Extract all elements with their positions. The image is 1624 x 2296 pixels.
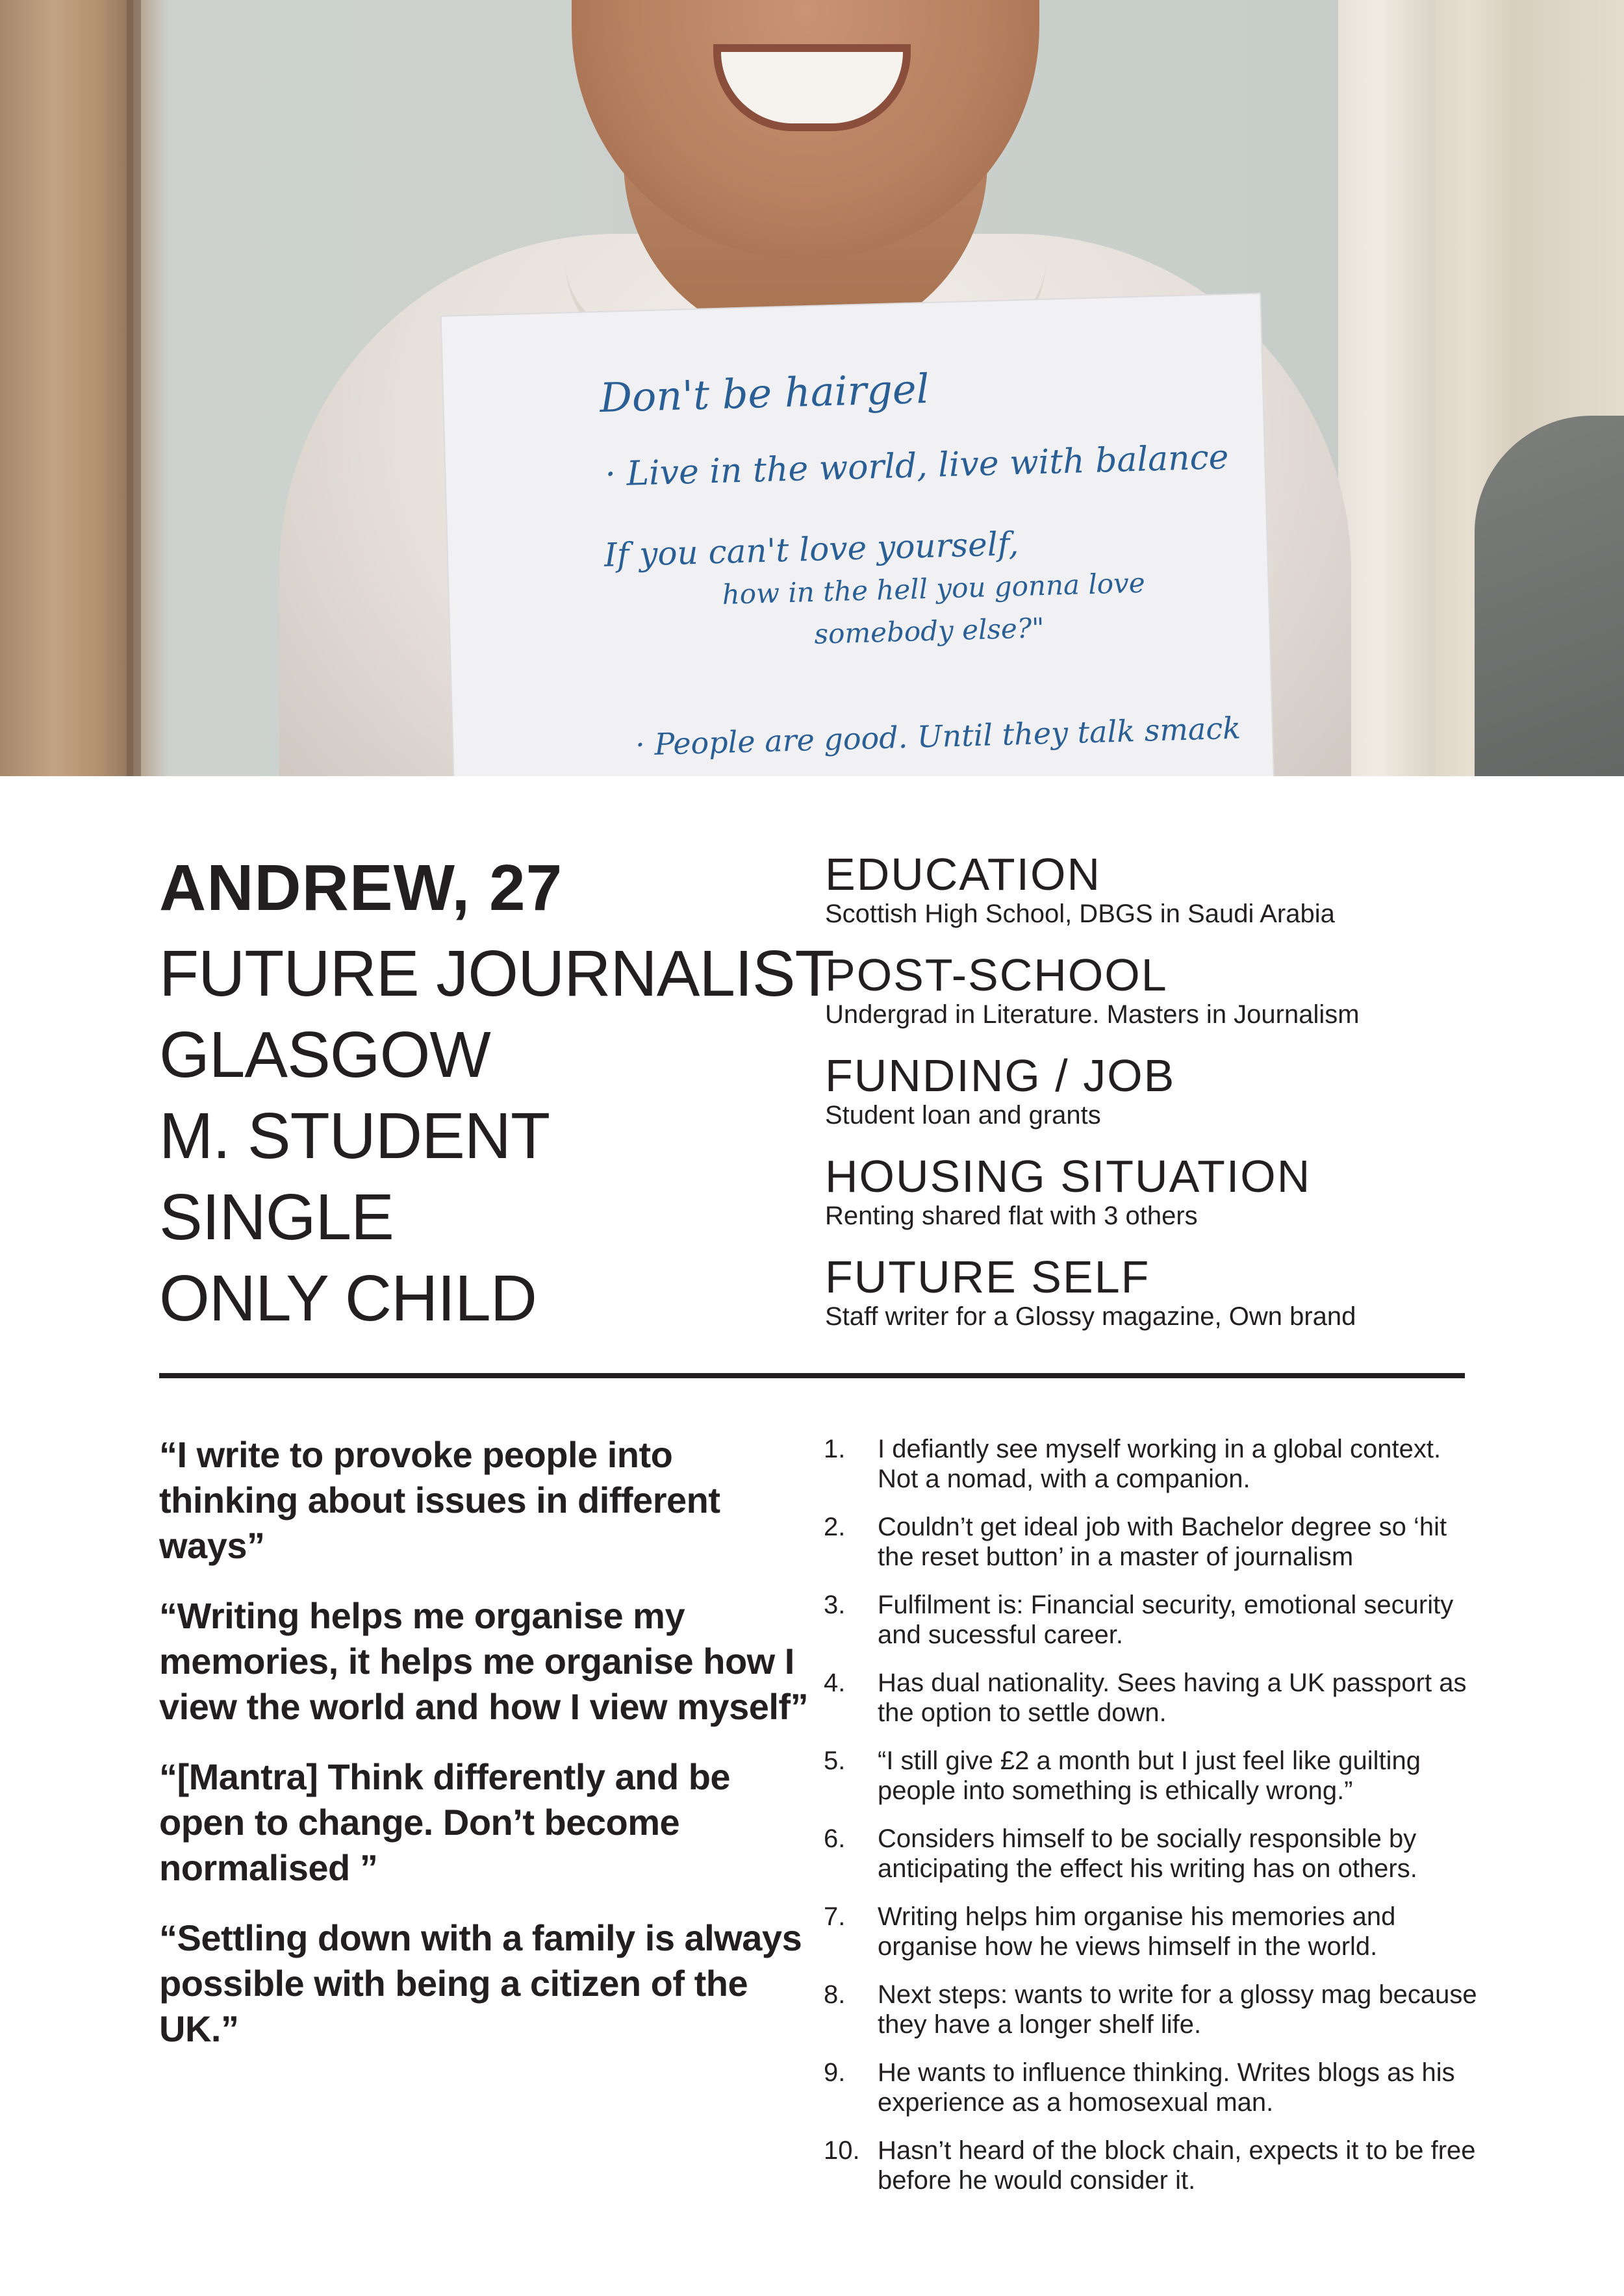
sign-line: If you can't love yourself, xyxy=(603,525,1020,574)
list-item xyxy=(824,1980,1480,2058)
sign-line: · Live in the world, live with balance xyxy=(604,438,1230,494)
sign-line: how in the hell you gonna love xyxy=(722,566,1146,611)
quote: “I write to provoke people into thinking about issues in different ways” xyxy=(159,1434,720,1566)
door-left xyxy=(0,0,133,776)
list-text: Next steps: wants to write for a glossy mag because they have a longer shelf life. xyxy=(878,1980,1477,2039)
quote: “[Mantra] Think differently and be open to change. Don’t become normalised ” xyxy=(159,1756,731,1888)
list-item xyxy=(824,1434,1480,1512)
fact-value: Scottish High School, DBGS in Saudi Arabia xyxy=(825,900,1335,928)
fact-value: Renting shared flat with 3 others xyxy=(825,1202,1198,1230)
list-text: He wants to influence thinking. Writes blogs as his experience as a homosexual man. xyxy=(878,2058,1455,2117)
list-item xyxy=(824,1902,1480,1980)
list-item xyxy=(824,1668,1480,1746)
quotes-column xyxy=(159,1432,809,2076)
notes-list xyxy=(824,1434,1480,2214)
fact-funding-job xyxy=(825,1052,1475,1153)
list-text: Hasn’t heard of the block chain, expects it to be free before he would consider it. xyxy=(878,2136,1476,2195)
fact-value: Student loan and grants xyxy=(825,1101,1101,1129)
fact-label: POST-SCHOOL xyxy=(825,950,1168,1000)
fact-future-self xyxy=(825,1254,1475,1354)
fact-post-school xyxy=(825,952,1475,1052)
sign-line: Don't be hairgel xyxy=(599,364,930,422)
fact-label: EDUCATION xyxy=(825,849,1102,900)
list-text: Fulfilment is: Financial security, emotional security and sucessful career. xyxy=(878,1591,1454,1649)
list-item xyxy=(824,2136,1480,2214)
profile-facts xyxy=(825,851,1475,1354)
list-text: “I still give £2 a month but I just feel like guilting people into something is ethically wrong.” xyxy=(878,1747,1421,1805)
profile-attribute: ONLY CHILD xyxy=(159,1262,537,1335)
neighbor-shoulder xyxy=(1475,416,1624,776)
fact-housing xyxy=(825,1153,1475,1254)
list-number: 8. xyxy=(824,1980,846,2009)
handwritten-sign xyxy=(442,294,1274,776)
sign-line: somebody else?" xyxy=(813,612,1045,650)
list-number: 3. xyxy=(824,1591,846,1619)
list-item xyxy=(824,1746,1480,1824)
fact-label: FUNDING / JOB xyxy=(825,1050,1176,1101)
list-item xyxy=(824,2058,1480,2136)
profile-attribute: SINGLE xyxy=(159,1181,394,1254)
profile-attributes xyxy=(159,933,834,1339)
list-number: 2. xyxy=(824,1513,846,1541)
fact-label: HOUSING SITUATION xyxy=(825,1151,1312,1202)
sign-line: · People are good. Until they talk smack xyxy=(635,710,1241,763)
list-item xyxy=(824,1590,1480,1668)
list-text: I defiantly see myself working in a global context. Not a nomad, with a companion. xyxy=(878,1435,1441,1493)
door-frame-right xyxy=(1338,0,1436,776)
list-number: 6. xyxy=(824,1824,846,1853)
list-number: 9. xyxy=(824,2058,846,2087)
list-item xyxy=(824,1824,1480,1902)
profile-attribute: FUTURE JOURNALIST xyxy=(159,937,834,1010)
list-number: 1. xyxy=(824,1435,846,1463)
quote: “Writing helps me organise my memories, it helps me organise how I view the world and how I view myself” xyxy=(159,1595,809,1727)
quote: “Settling down with a family is always possible with being a citizen of the UK.” xyxy=(159,1917,802,2049)
fact-value: Staff writer for a Glossy magazine, Own brand xyxy=(825,1302,1356,1331)
list-text: Writing helps him organise his memories and organise how he views himself in the world. xyxy=(878,1902,1396,1961)
fact-value: Undergrad in Literature. Masters in Journalism xyxy=(825,1000,1360,1029)
profile-name: ANDREW, 27 xyxy=(159,852,563,924)
list-text: Considers himself to be socially responsible by anticipating the effect his writing has on others. xyxy=(878,1824,1417,1883)
list-text: Couldn’t get ideal job with Bachelor degree so ‘hit the reset button’ in a master of journalism xyxy=(878,1513,1447,1571)
list-number: 7. xyxy=(824,1902,846,1931)
profile-attribute: GLASGOW xyxy=(159,1018,490,1091)
door-edge xyxy=(127,0,141,776)
profile-attribute: M. STUDENT xyxy=(159,1100,550,1172)
list-item xyxy=(824,1512,1480,1590)
fact-label: FUTURE SELF xyxy=(825,1252,1150,1302)
list-number: 10. xyxy=(824,2136,860,2165)
section-divider xyxy=(159,1373,1465,1378)
hero-photo xyxy=(0,0,1624,776)
fact-education xyxy=(825,851,1475,952)
list-number: 5. xyxy=(824,1747,846,1775)
list-text: Has dual nationality. Sees having a UK passport as the option to settle down. xyxy=(878,1669,1467,1727)
list-number: 4. xyxy=(824,1669,846,1697)
